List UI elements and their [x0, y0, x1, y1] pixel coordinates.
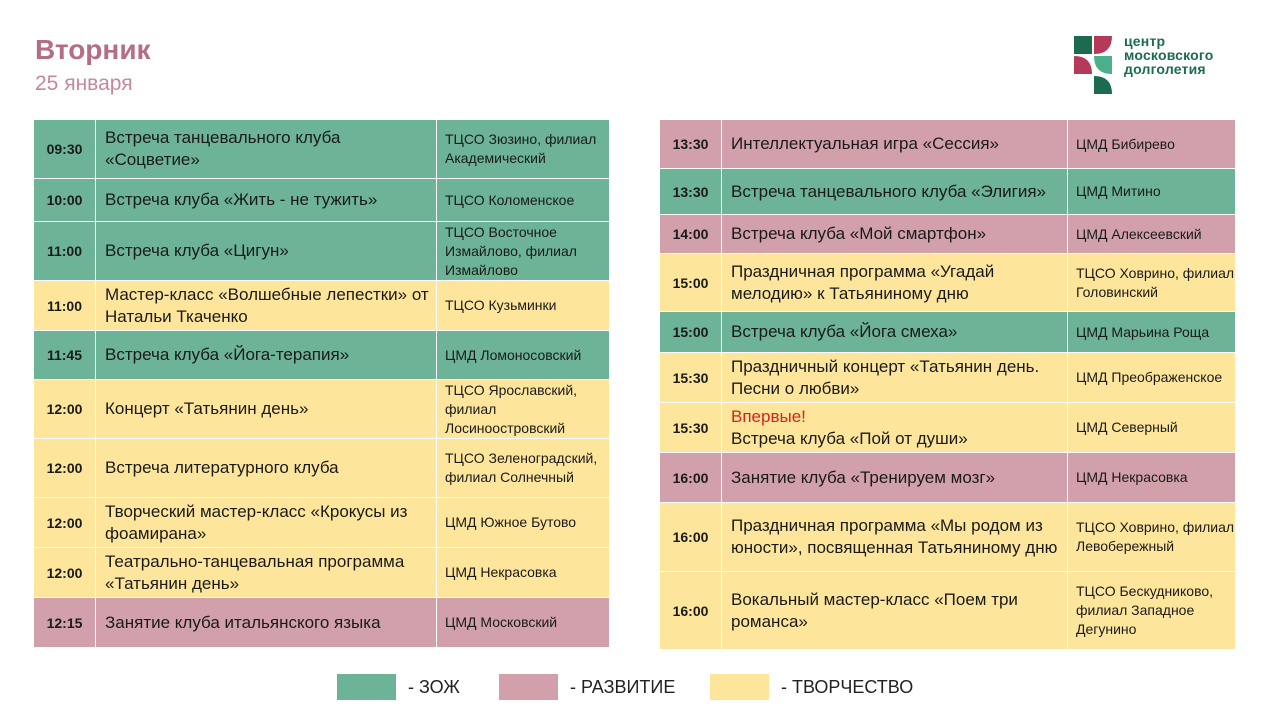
event-place: ТЦСО Коломенское — [437, 179, 610, 222]
event-title: Мастер-класс «Волшебные лепестки» от Натальи Ткаченко — [96, 281, 437, 331]
event-title: Интеллектуальная игра «Сессия» — [722, 120, 1068, 169]
event-place: ТЦСО Зюзино, филиал Академический — [437, 120, 610, 179]
event-title: Вокальный мастер-класс «Поем три романса» — [722, 572, 1068, 650]
event-title: Встреча клуба «Йога-терапия» — [96, 331, 437, 380]
event-time: 09:30 — [34, 120, 96, 179]
page-title: Вторник — [35, 34, 151, 65]
event-place: ЦМД Северный — [1068, 403, 1236, 453]
event-time: 12:00 — [34, 498, 96, 548]
schedule-row — [660, 403, 1236, 453]
logo-line: долголетия — [1124, 61, 1206, 77]
event-time: 15:30 — [660, 403, 722, 453]
event-place: ТЦСО Ховрино, филиал Левобережный — [1068, 503, 1236, 572]
event-place: ТЦСО Кузьминки — [437, 281, 610, 331]
event-time: 10:00 — [34, 179, 96, 222]
event-time: 15:00 — [660, 254, 722, 312]
event-place: ЦМД Митино — [1068, 169, 1236, 215]
schedule-row — [34, 331, 610, 380]
event-time: 14:00 — [660, 215, 722, 254]
event-time: 11:00 — [34, 222, 96, 281]
event-time: 12:15 — [34, 598, 96, 648]
new-badge: Впервые! — [731, 406, 806, 426]
event-time: 16:00 — [660, 503, 722, 572]
event-title: Встреча клуба «Жить - не тужить» — [96, 179, 437, 222]
event-time: 13:30 — [660, 120, 722, 169]
event-place: ЦМД Некрасовка — [437, 548, 610, 598]
event-place: ТЦСО Ярославский, филиал Лосиноостровский — [437, 380, 610, 439]
event-title: Занятие клуба «Тренируем мозг» — [722, 453, 1068, 503]
schedule-table-left — [33, 119, 610, 648]
event-place: ТЦСО Бескудниково, филиал Западное Дегунино — [1068, 572, 1236, 650]
logo — [1072, 34, 1214, 96]
schedule-row — [660, 353, 1236, 403]
event-title-text: Встреча клуба «Пой от души» — [731, 428, 968, 448]
event-title: Встреча клуба «Йога смеха» — [722, 312, 1068, 353]
event-title: Концерт «Татьянин день» — [96, 380, 437, 439]
event-title: Творческий мастер-класс «Крокусы из фоамирана» — [96, 498, 437, 548]
legend-item-tvorchestvo — [710, 674, 913, 700]
event-title: Праздничная программа «Мы родом из юности», посвященная Татьяниному дню — [722, 503, 1068, 572]
schedule-row — [34, 548, 610, 598]
event-title: Встреча клуба «Мой смартфон» — [722, 215, 1068, 254]
schedule-row — [34, 380, 610, 439]
event-title: Занятие клуба итальянского языка — [96, 598, 437, 648]
event-place: ЦМД Московский — [437, 598, 610, 648]
logo-mark-icon — [1072, 34, 1116, 96]
schedule-row — [660, 312, 1236, 353]
logo-text — [1124, 34, 1214, 76]
legend — [0, 674, 1280, 700]
event-place: ЦМД Бибирево — [1068, 120, 1236, 169]
logo-line: московского — [1124, 47, 1214, 63]
schedule-row — [660, 215, 1236, 254]
schedule-row — [34, 222, 610, 281]
event-time: 16:00 — [660, 453, 722, 503]
legend-item-razvitie — [499, 674, 675, 700]
event-time: 13:30 — [660, 169, 722, 215]
legend-label: - ЗОЖ — [408, 676, 460, 697]
event-time: 11:00 — [34, 281, 96, 331]
legend-item-zozh — [337, 674, 460, 700]
event-title: Праздничная программа «Угадай мелодию» к Татьяниному дню — [722, 254, 1068, 312]
event-place: ЦМД Алексеевский — [1068, 215, 1236, 254]
event-place: ЦМД Южное Бутово — [437, 498, 610, 548]
event-title: Встреча танцевального клуба «Элигия» — [722, 169, 1068, 215]
schedule-row — [660, 572, 1236, 650]
schedule-row — [660, 254, 1236, 312]
schedule-row — [660, 503, 1236, 572]
event-time: 11:45 — [34, 331, 96, 380]
event-place: ТЦСО Зеленоградский, филиал Солнечный — [437, 439, 610, 498]
schedule-row — [34, 498, 610, 548]
logo-line: центр — [1124, 33, 1166, 49]
event-time: 12:00 — [34, 439, 96, 498]
legend-label: - РАЗВИТИЕ — [570, 676, 676, 697]
event-title: Встреча клуба «Цигун» — [96, 222, 437, 281]
event-title: Праздничный концерт «Татьянин день. Песни о любви» — [722, 353, 1068, 403]
legend-swatch — [337, 674, 396, 700]
legend-swatch — [499, 674, 558, 700]
schedule-row — [660, 169, 1236, 215]
event-time: 15:00 — [660, 312, 722, 353]
event-time: 12:00 — [34, 548, 96, 598]
schedule-row — [660, 120, 1236, 169]
event-place: ЦМД Преображенское — [1068, 353, 1236, 403]
schedule-row — [34, 439, 610, 498]
event-time: 16:00 — [660, 572, 722, 650]
legend-swatch — [710, 674, 769, 700]
event-title: Театрально-танцевальная программа «Татьянин день» — [96, 548, 437, 598]
event-place: ТЦСО Ховрино, филиал Головинский — [1068, 254, 1236, 312]
schedule-row — [34, 179, 610, 222]
schedule-row — [660, 453, 1236, 503]
event-time: 12:00 — [34, 380, 96, 439]
event-title: Встреча танцевального клуба «Соцветие» — [96, 120, 437, 179]
event-place: ЦМД Марьина Роща — [1068, 312, 1236, 353]
schedule-row — [34, 281, 610, 331]
page-date: 25 января — [35, 72, 133, 95]
legend-label: - ТВОРЧЕСТВО — [781, 676, 914, 697]
event-title — [722, 403, 1068, 453]
schedule-row — [34, 120, 610, 179]
event-place: ЦМД Ломоносовский — [437, 331, 610, 380]
event-place: ЦМД Некрасовка — [1068, 453, 1236, 503]
schedule-row — [34, 598, 610, 648]
event-title: Встреча литературного клуба — [96, 439, 437, 498]
event-time: 15:30 — [660, 353, 722, 403]
schedule-table-right — [659, 119, 1236, 650]
event-place: ТЦСО Восточное Измайлово, филиал Измайлово — [437, 222, 610, 281]
